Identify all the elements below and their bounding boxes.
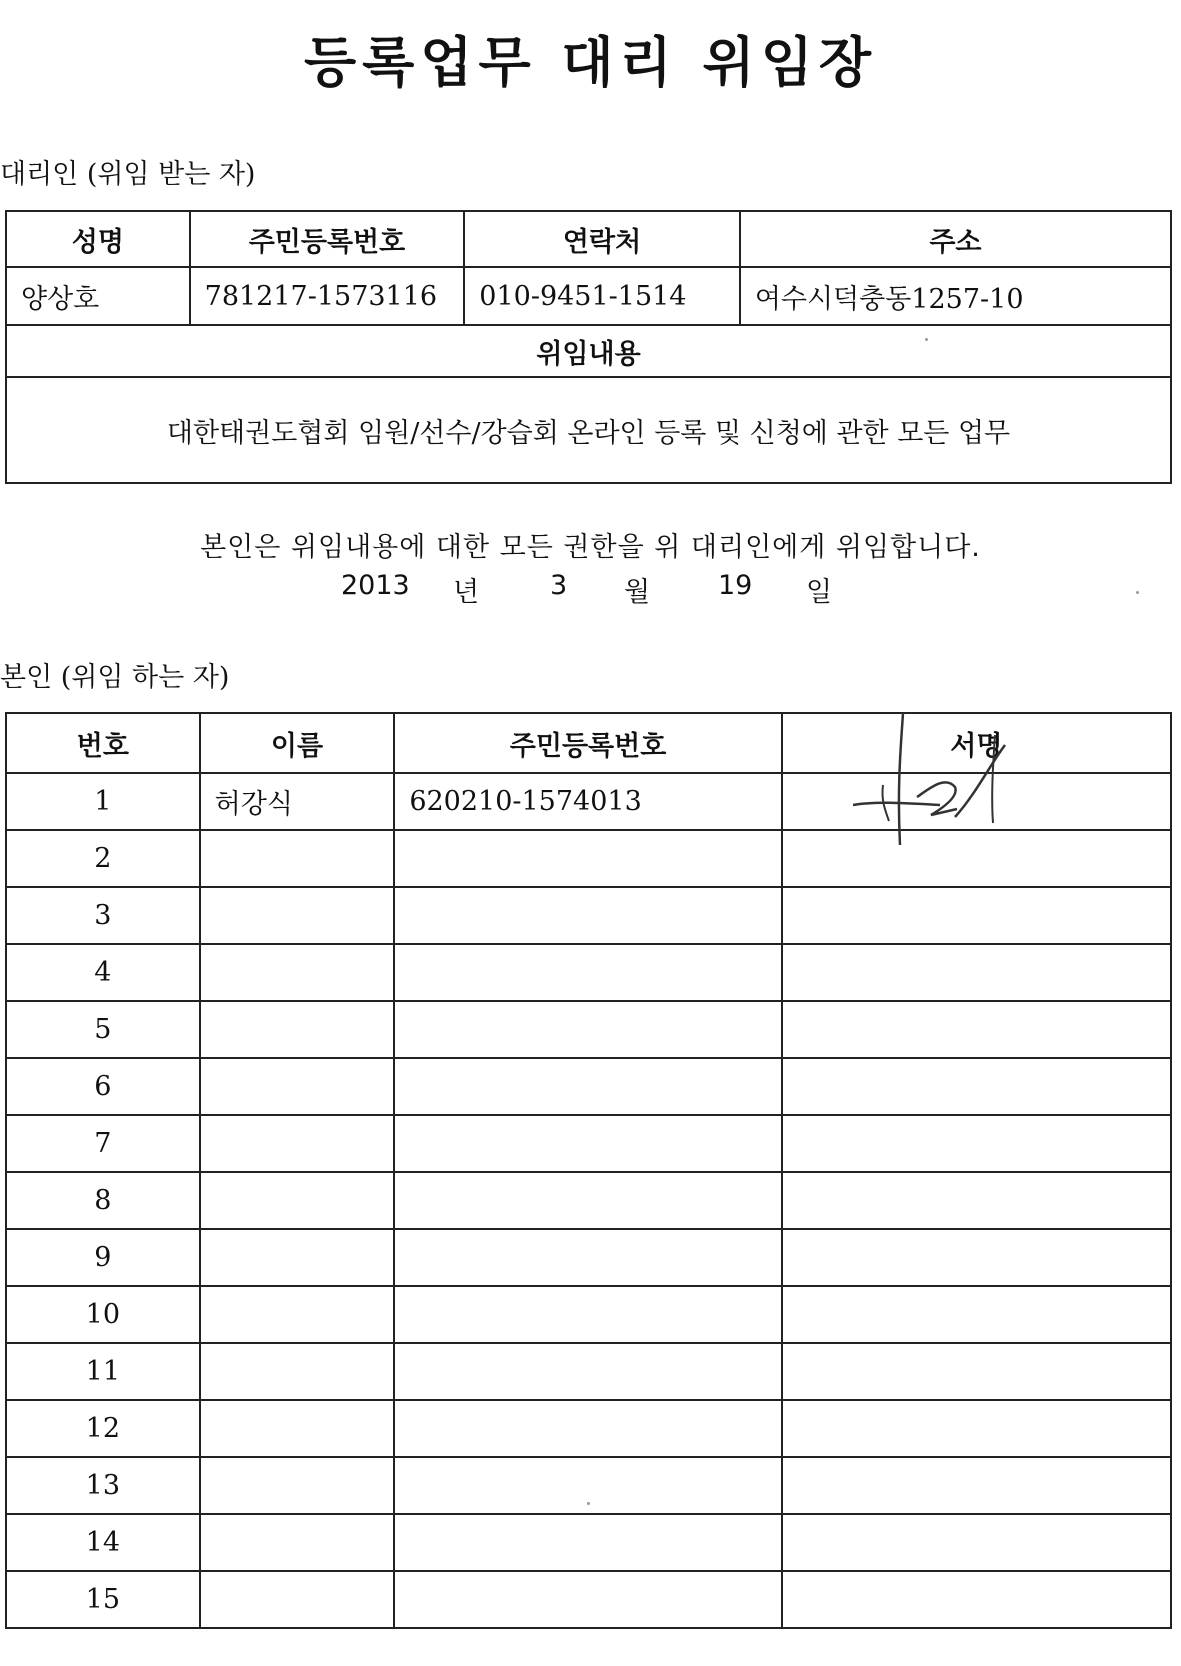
principal-header-number: 번호 [6,713,200,773]
row-name [200,1001,395,1058]
principal-section-label: 본인 (위임 하는 자) [0,662,230,693]
row-id-number [394,1001,781,1058]
date-year-unit: 년 [453,577,480,608]
row-signature [782,1571,1171,1628]
row-name: 허강식 [200,773,395,830]
date-day-unit: 일 [806,577,833,608]
row-signature [782,1400,1171,1457]
date-month: 3 [550,570,568,601]
row-id-number [394,1514,781,1571]
row-id-number [394,1286,781,1343]
principal-header-signature: 서명 [782,713,1171,773]
date-month-unit: 월 [624,577,651,608]
row-number: 10 [6,1286,200,1343]
row-name [200,944,395,1001]
row-id-number [394,887,781,944]
row-number: 12 [6,1400,200,1457]
row-number: 7 [6,1115,200,1172]
row-name [200,1286,395,1343]
table-row [6,1001,1171,1058]
row-signature [782,1058,1171,1115]
row-id-number [394,1571,781,1628]
row-signature [782,1172,1171,1229]
delegation-statement: 본인은 위임내용에 대한 모든 권한을 위 대리인에게 위임합니다. [200,532,981,563]
row-signature [782,887,1171,944]
row-signature [782,1457,1171,1514]
row-name [200,1571,395,1628]
agent-header-id-number: 주민등록번호 [190,211,465,267]
table-row [6,1343,1171,1400]
row-id-number [394,944,781,1001]
agent-header-contact: 연락처 [464,211,740,267]
row-name [200,830,395,887]
agent-header-name: 성명 [6,211,190,267]
table-row [6,1286,1171,1343]
agent-name: 양상호 [6,267,190,325]
date-year: 2013 [341,570,410,601]
principal-header-id-number: 주민등록번호 [394,713,781,773]
row-id-number [394,1343,781,1400]
principal-header-name: 이름 [200,713,395,773]
scope-text: 대한태권도협회 임원/선수/강습회 온라인 등록 및 신청에 관한 모든 업무 [6,377,1171,483]
row-signature [782,1286,1171,1343]
row-signature [782,1343,1171,1400]
row-signature [782,1514,1171,1571]
row-name [200,1343,395,1400]
row-number: 14 [6,1514,200,1571]
row-signature [782,1115,1171,1172]
table-row [6,1115,1171,1172]
row-number: 6 [6,1058,200,1115]
date-day: 19 [718,570,753,601]
row-id-number [394,1172,781,1229]
row-name [200,887,395,944]
row-number: 8 [6,1172,200,1229]
table-row [6,887,1171,944]
row-signature [782,1001,1171,1058]
table-row [6,1058,1171,1115]
row-id-number [394,1229,781,1286]
scan-speck [1136,591,1139,594]
agent-id-number: 781217-1573116 [190,267,465,325]
row-number: 2 [6,830,200,887]
row-signature [782,1229,1171,1286]
row-id-number [394,1457,781,1514]
table-row [6,1400,1171,1457]
scope-header: 위임내용 [6,325,1171,377]
row-number: 13 [6,1457,200,1514]
row-signature [782,944,1171,1001]
row-number: 15 [6,1571,200,1628]
row-name [200,1400,395,1457]
row-name [200,1058,395,1115]
agent-table [5,210,1172,484]
table-row [6,944,1171,1001]
row-name [200,1514,395,1571]
row-name [200,1229,395,1286]
table-row [6,1514,1171,1571]
row-number: 9 [6,1229,200,1286]
row-number: 11 [6,1343,200,1400]
row-number: 5 [6,1001,200,1058]
table-row [6,1571,1171,1628]
table-row [6,1457,1171,1514]
handwritten-signature [845,705,1025,855]
agent-header-address: 주소 [740,211,1171,267]
scan-speck [925,338,928,341]
row-name [200,1172,395,1229]
agent-contact: 010-9451-1514 [464,267,740,325]
row-name [200,1115,395,1172]
row-id-number [394,1115,781,1172]
row-number: 4 [6,944,200,1001]
table-row [6,1172,1171,1229]
row-number: 1 [6,773,200,830]
row-id-number [394,1058,781,1115]
row-name [200,1457,395,1514]
scan-speck [587,1502,590,1505]
row-id-number [394,1400,781,1457]
row-id-number [394,830,781,887]
agent-section-label: 대리인 (위임 받는 자) [0,159,256,190]
agent-address: 여수시덕충동1257-10 [740,267,1171,325]
table-row [6,1229,1171,1286]
row-id-number: 620210-1574013 [394,773,781,830]
row-number: 3 [6,887,200,944]
document-title: 등록업무 대리 위임장 [303,31,878,94]
